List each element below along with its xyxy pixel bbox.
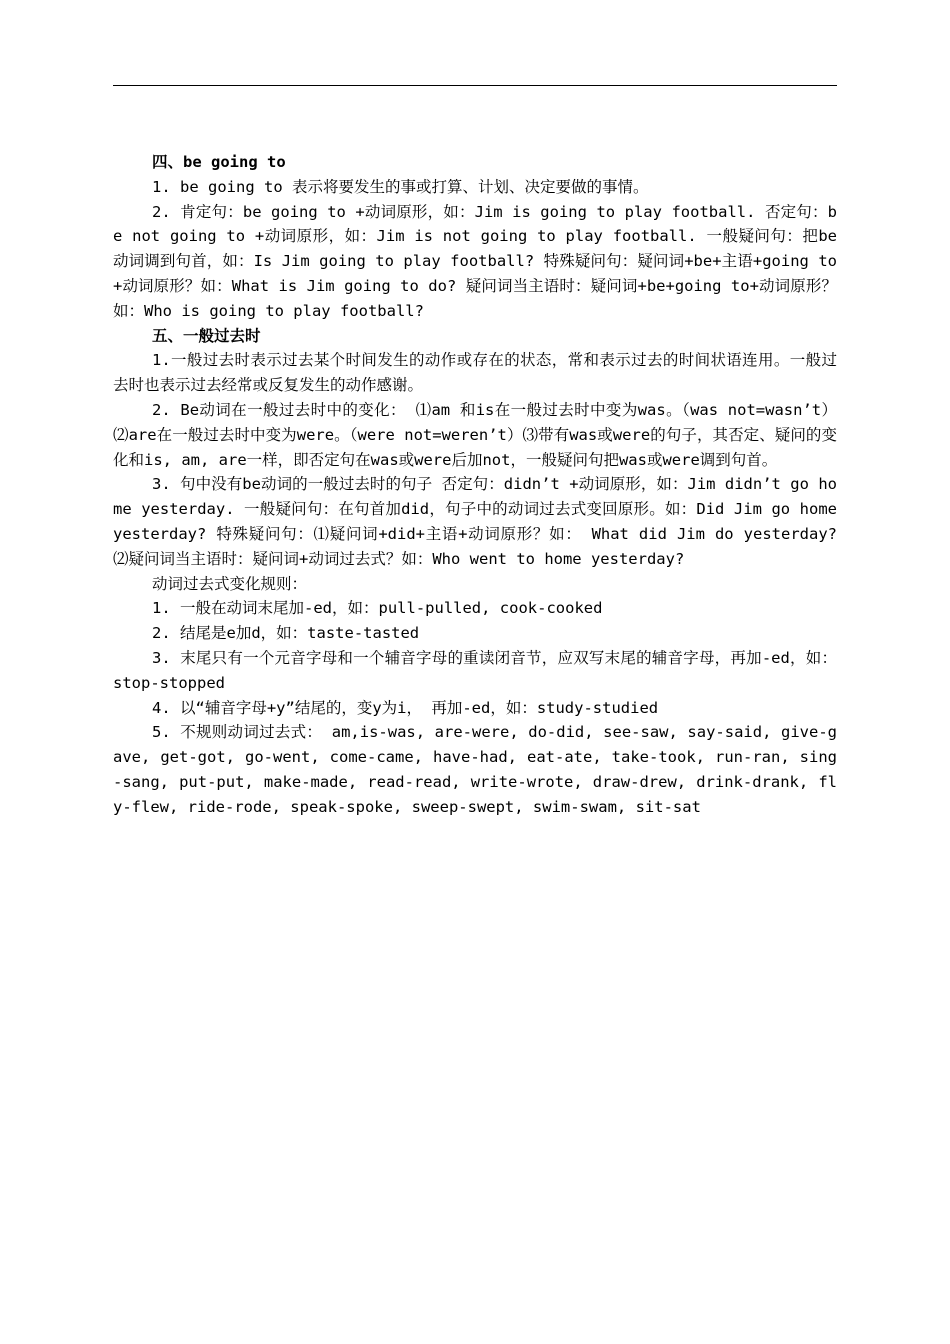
header-rule bbox=[113, 85, 837, 86]
paragraph-be-going-to-meaning: 1. be going to 表示将要发生的事或打算、计划、决定要做的事情。 bbox=[152, 177, 649, 196]
paragraph-rule-add-ed: 1. 一般在动词末尾加-ed，如：pull-pulled, cook-cooked bbox=[152, 599, 603, 618]
paragraph-irregular-verbs: 5. 不规则动词过去式： am,is-was, are-were, do-did, see-saw, say-said, give-gave, get-got, go-went, come-came, have-had, eat-ate, take-took, run-ran, sing-sang, put-put, make-made, read-read, write-wrote, draw-drew, drink-drank, fly-flew, ride-rode, speak-spoke, sweep-swept, swim-swam, sit-sat bbox=[113, 723, 837, 816]
paragraph-be-going-to-sentence-forms: 2. 肯定句：be going to +动词原形，如：Jim is going to play football. 否定句：be not going to +动词原形，如：Jim is not going to play football. 一般疑问句：把be动词调到句首，如：Is Jim going to play football? 特殊疑问句：疑问词+be+主语+going to+动词原形？如：What is Jim going to do? 疑问词当主语时：疑问词+be+going to+动词原形？如：Who is going to play football? bbox=[113, 202, 837, 320]
section-heading-simple-past: 五、一般过去时 bbox=[152, 326, 261, 345]
paragraph-past-tense-rules-title: 动词过去式变化规则： bbox=[152, 574, 308, 593]
document-body bbox=[113, 150, 837, 820]
paragraph-simple-past-meaning: 1.一般过去时表示过去某个时间发生的动作或存在的状态，常和表示过去的时间状语连用。一般过去时也表示过去经常或反复发生的动作感谢。 bbox=[113, 351, 837, 395]
section-heading-be-going-to: 四、be going to bbox=[152, 153, 286, 171]
paragraph-no-be-verb-past-sentences: 3. 句中没有be动词的一般过去时的句子 否定句：didn’t +动词原形，如：Jim didn’t go home yesterday. 一般疑问句：在句首加did，句子中的动词过去式变回原形。如：Did Jim go home yesterday? 特殊疑问句：⑴疑问词+did+主语+动词原形？如： What did Jim do yesterday? ⑵疑问词当主语时：疑问词+动词过去式？如：Who went to home yesterday? bbox=[113, 475, 837, 568]
paragraph-rule-e-add-d: 2. 结尾是e加d，如：taste-tasted bbox=[152, 624, 420, 643]
paragraph-rule-y-to-i: 4. 以“辅音字母+y”结尾的，变y为i， 再加-ed，如：study-studied bbox=[152, 698, 659, 717]
paragraph-be-verb-past-changes: 2. Be动词在一般过去时中的变化： ⑴am 和is在一般过去时中变为was。（was not=wasn’t）⑵are在一般过去时中变为were。（were not=weren’t）⑶带有was或were的句子，其否定、疑问的变化和is, am, are一样，即否定句在was或were后加not，一般疑问句把was或were调到句首。 bbox=[113, 400, 837, 469]
paragraph-rule-double-consonant: 3. 末尾只有一个元音字母和一个辅音字母的重读闭音节，应双写末尾的辅音字母，再加-ed，如：stop-stopped bbox=[113, 648, 837, 692]
